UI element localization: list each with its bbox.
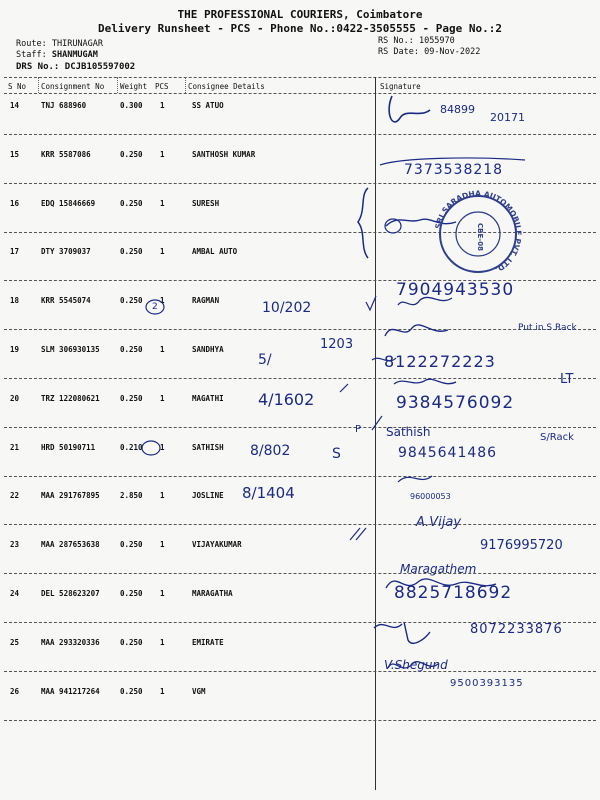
pen-stroke bbox=[350, 528, 366, 540]
row-sno: 14 bbox=[10, 101, 20, 110]
col-header-sno: S No bbox=[8, 82, 27, 91]
hw-r23-num: 9176995720 bbox=[480, 538, 563, 553]
hw-r24-name: Maragathem bbox=[400, 562, 477, 576]
hw-r24-num: 8825718692 bbox=[394, 583, 513, 603]
document-title: THE PROFESSIONAL COURIERS, Coimbatore bbox=[177, 8, 423, 21]
row-sno: 16 bbox=[10, 199, 20, 208]
hw-r19-door-b: 5/ bbox=[258, 352, 272, 368]
row-weight: 0.250 bbox=[120, 589, 143, 598]
row-consignee: SS ATUO bbox=[192, 101, 224, 110]
brace-mark bbox=[358, 188, 368, 258]
row-consignee: MAGATHI bbox=[192, 394, 224, 403]
row-pcs: 1 bbox=[160, 638, 165, 647]
row-pcs: 1 bbox=[160, 247, 165, 256]
row-pcs: 1 bbox=[160, 296, 165, 305]
row-weight: 0.250 bbox=[120, 540, 143, 549]
signature-scribble bbox=[398, 476, 432, 482]
hw-r14-b: 20171 bbox=[490, 111, 525, 124]
row-consignee: AMBAL AUTO bbox=[192, 247, 238, 256]
hw-r21-name: Sathish bbox=[386, 425, 431, 439]
row-pcs: 1 bbox=[160, 394, 165, 403]
row-consignment: HRD 50190711 bbox=[41, 443, 96, 452]
hw-r23-name: A.Vijay bbox=[416, 515, 462, 530]
rs-no-value: 1055970 bbox=[418, 36, 455, 46]
hw-r14-num: 84899 bbox=[440, 103, 475, 116]
hw-r25-num: 8072233876 bbox=[470, 622, 563, 637]
row-sno: 15 bbox=[10, 150, 20, 159]
hw-r21-p: P bbox=[355, 424, 362, 435]
drs-label: DRS No.: bbox=[16, 62, 60, 72]
row-weight: 0.210 bbox=[120, 443, 143, 452]
row-consignment: DTY 3709037 bbox=[41, 247, 91, 256]
hw-r26-num: 9500393135 bbox=[450, 678, 524, 689]
hw-r20-door: 4/1602 bbox=[258, 390, 315, 409]
row-pcs: 1 bbox=[160, 443, 165, 452]
hw-r22-num: 96000053 bbox=[410, 492, 451, 501]
rs-date-label: RS Date: bbox=[378, 47, 419, 57]
row-consignment: EDQ 15846669 bbox=[41, 199, 96, 208]
col-header-consignment: Consignment No bbox=[41, 82, 105, 91]
row-sno: 17 bbox=[10, 247, 20, 256]
row-consignment: TNJ 688960 bbox=[41, 101, 87, 110]
row-consignment: MAA 293320336 bbox=[41, 638, 100, 647]
row-pcs: 1 bbox=[160, 150, 165, 159]
document-subtitle: Delivery Runsheet - PCS - Phone No.:0422-3505555 - Page No.:2 bbox=[98, 22, 502, 35]
rs-no-label: RS No.: bbox=[378, 36, 414, 46]
drs-value: DCJB105597002 bbox=[64, 62, 136, 72]
staff-value: SHANMUGAM bbox=[51, 50, 98, 60]
row-consignment: KRR 5545074 bbox=[41, 296, 91, 305]
stamp-center-text: CBE-08 bbox=[476, 223, 484, 251]
pen-stroke bbox=[372, 416, 382, 430]
staff-label: Staff: bbox=[16, 50, 47, 60]
hw-r22-door: 8/1404 bbox=[242, 484, 295, 502]
row-weight: 2.850 bbox=[120, 491, 143, 500]
row-consignee: JOSLINE bbox=[192, 491, 224, 500]
pen-stroke bbox=[340, 384, 348, 392]
row-pcs: 1 bbox=[160, 199, 165, 208]
row-consignment: SLM 306930135 bbox=[41, 345, 100, 354]
hw-r18-num: 7904943530 bbox=[396, 280, 515, 300]
row-weight: 0.250 bbox=[120, 394, 143, 403]
row-sno: 26 bbox=[10, 687, 20, 696]
row-weight: 0.250 bbox=[120, 150, 143, 159]
stamp-ring-text: SRI SARADHA AUTOMOBILE PVT. LTD. bbox=[433, 188, 524, 275]
hw-circle-2: 2 bbox=[152, 302, 158, 312]
hw-r20-num: 9384576092 bbox=[396, 393, 515, 413]
row-weight: 0.300 bbox=[120, 101, 143, 110]
row-sno: 19 bbox=[10, 345, 20, 354]
row-pcs: 1 bbox=[160, 491, 165, 500]
row-sno: 21 bbox=[10, 443, 20, 452]
col-header-weight: Weight bbox=[120, 82, 148, 91]
row-consignment: MAA 941217264 bbox=[41, 687, 100, 696]
col-header-pcs: PCS bbox=[155, 82, 169, 91]
row-consignment: KRR 5587086 bbox=[41, 150, 91, 159]
row-weight: 0.250 bbox=[120, 296, 143, 305]
row-sno: 25 bbox=[10, 638, 20, 647]
route-value: THIRUNAGAR bbox=[51, 39, 104, 49]
hw-r26-name: V.Shegund bbox=[384, 658, 448, 672]
row-consignee: VGM bbox=[192, 687, 206, 696]
row-weight: 0.250 bbox=[120, 247, 143, 256]
row-consignment: TRZ 122080621 bbox=[41, 394, 100, 403]
row-consignee: MARAGATHA bbox=[192, 589, 233, 598]
row-consignee: EMIRATE bbox=[192, 638, 224, 647]
rs-date-value: 09-Nov-2022 bbox=[424, 47, 481, 57]
tick-mark bbox=[366, 296, 376, 310]
row-sno: 22 bbox=[10, 491, 20, 500]
row-weight: 0.250 bbox=[120, 638, 143, 647]
row-consignment: DEL 528623207 bbox=[41, 589, 100, 598]
hw-r21-s: S bbox=[332, 446, 341, 462]
hw-r21-door: 8/802 bbox=[250, 443, 291, 459]
row-consignment: MAA 291767895 bbox=[41, 491, 100, 500]
signature-scribble bbox=[394, 379, 456, 384]
hw-r19-note: Put in S Rack bbox=[518, 323, 577, 333]
row-weight: 0.250 bbox=[120, 199, 143, 208]
signature-scribble bbox=[374, 622, 430, 643]
signature-scribble bbox=[389, 96, 430, 122]
row-pcs: 1 bbox=[160, 101, 165, 110]
row-consignee: RAGMAN bbox=[192, 296, 220, 305]
row-pcs: 1 bbox=[160, 687, 165, 696]
row-sno: 18 bbox=[10, 296, 20, 305]
row-weight: 0.250 bbox=[120, 345, 143, 354]
row-consignment: MAA 287653638 bbox=[41, 540, 100, 549]
row-pcs: 1 bbox=[160, 589, 165, 598]
row-consignee: VIJAYAKUMAR bbox=[192, 540, 242, 549]
hw-r19-num: 8122272223 bbox=[384, 352, 496, 371]
row-sno: 23 bbox=[10, 540, 20, 549]
hw-r19-door-a: 1203 bbox=[320, 337, 354, 352]
company-stamp bbox=[433, 189, 523, 275]
row-consignee: SURESH bbox=[192, 199, 220, 208]
row-consignee: SATHISH bbox=[192, 443, 224, 452]
row-sno: 20 bbox=[10, 394, 20, 403]
circle-mark bbox=[142, 441, 160, 455]
row-consignee: SANDHYA bbox=[192, 345, 224, 354]
row-sno: 24 bbox=[10, 589, 20, 598]
hw-r20-lt: LT bbox=[560, 372, 574, 387]
col-header-signature: Signature bbox=[380, 82, 421, 91]
row-pcs: 1 bbox=[160, 345, 165, 354]
hw-r21-num: 9845641486 bbox=[398, 445, 498, 461]
row-consignee: SANTHOSH KUMAR bbox=[192, 150, 256, 159]
row-weight: 0.250 bbox=[120, 687, 143, 696]
hw-r15-num: 7373538218 bbox=[404, 162, 504, 178]
signature-scribble bbox=[385, 325, 448, 336]
row-pcs: 1 bbox=[160, 540, 165, 549]
hw-r18-door: 10/202 bbox=[262, 300, 312, 316]
hw-r21-rack: S/Rack bbox=[540, 432, 574, 443]
col-header-consignee: Consignee Details bbox=[188, 82, 265, 91]
route-label: Route: bbox=[16, 39, 47, 49]
